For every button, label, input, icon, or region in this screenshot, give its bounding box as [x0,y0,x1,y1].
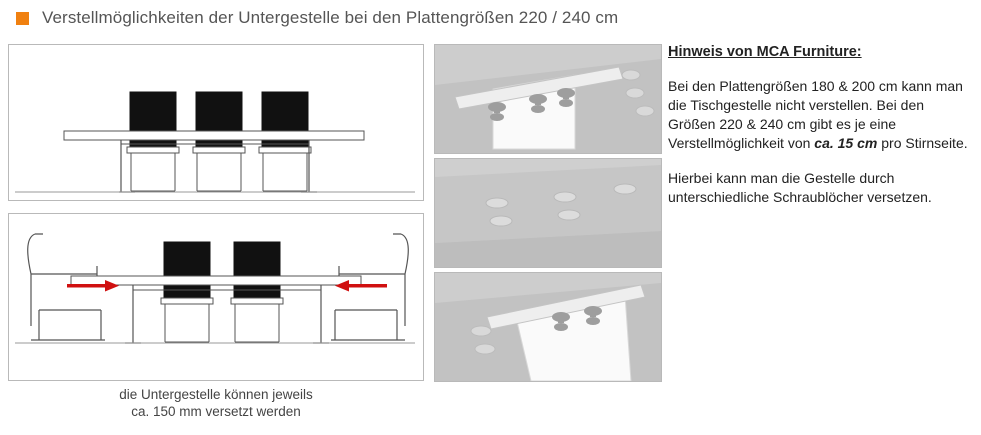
photo-1-image [435,45,661,153]
photo-2-image [435,159,661,267]
note-heading: Hinweis von MCA Furniture: [668,44,862,60]
note-block [668,44,974,223]
drawing-caption [8,386,424,420]
table-standard-illustration [9,45,423,200]
photo-gestell-versetzt [434,272,662,382]
page-header [0,0,981,36]
caption-line-1: die Untergestelle können jeweils [119,387,313,402]
note-emphasis: ca. 15 cm [814,135,878,151]
note-paragraph-1 [668,77,974,153]
drawing-table-adjusted [8,213,424,381]
bullet-icon [16,12,29,25]
note-paragraph-1-part2: pro Stirnseite. [877,135,968,151]
note-paragraph-1-part1: Bei den Plattengrößen 180 & 200 cm kann man die Tischgestelle nicht verstellen. Bei den Größen 220 & 240 cm gibt es je eine Verstellmöglichkeit von [668,78,963,151]
table-adjusted-illustration [9,214,423,380]
note-paragraph-2: Hierbei kann man die Gestelle durch unterschiedliche Schraublöcher versetzen. [668,170,932,205]
drawing-table-standard [8,44,424,201]
photo-schraubloecher [434,158,662,268]
caption-line-2: ca. 150 mm versetzt werden [131,404,301,419]
photo-gestell-montiert [434,44,662,154]
photo-3-image [435,273,661,381]
page-title: Verstellmöglichkeiten der Untergestelle bei den Plattengrößen 220 / 240 cm [42,8,619,27]
